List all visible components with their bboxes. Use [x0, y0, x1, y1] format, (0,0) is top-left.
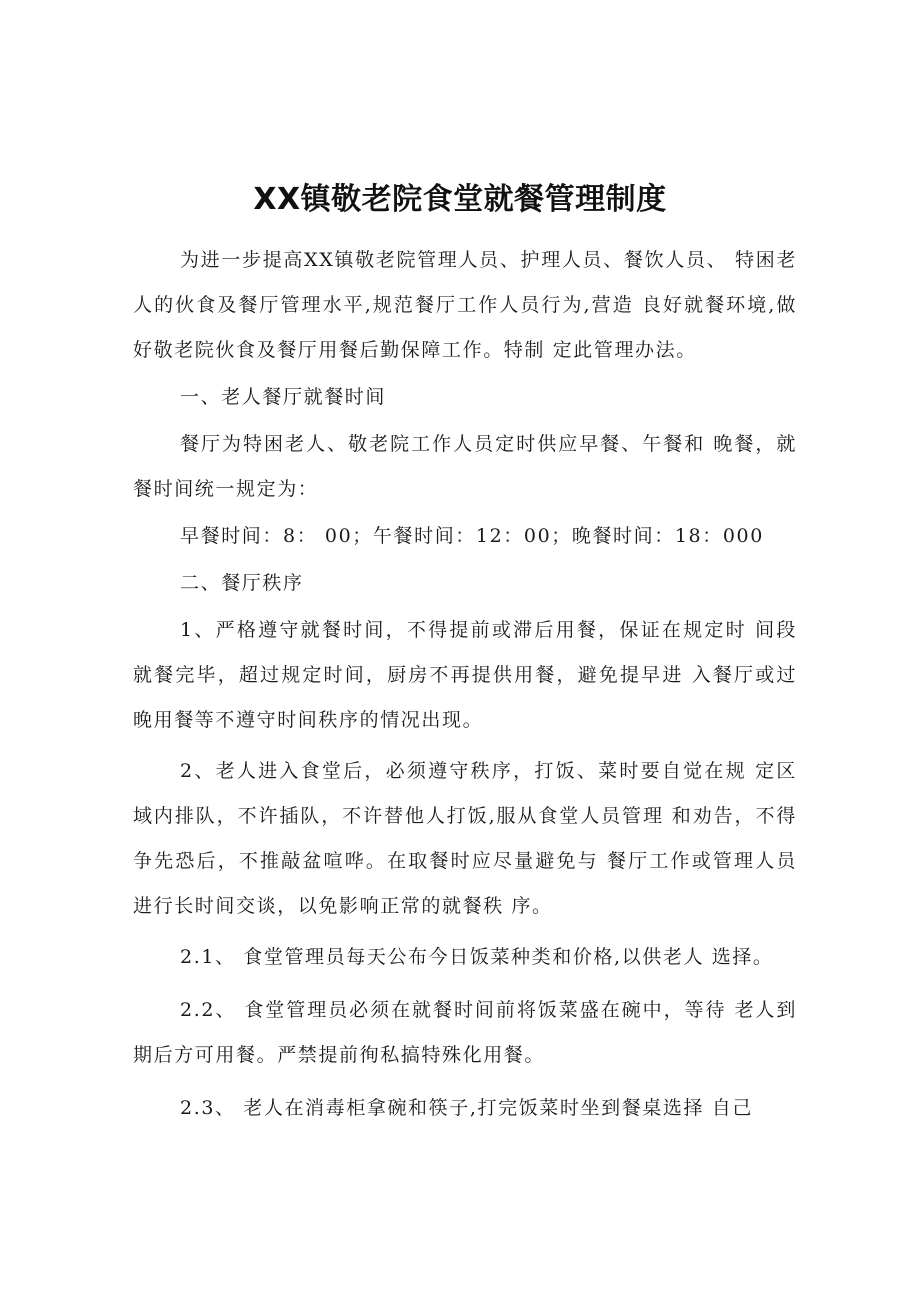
document-title: XX镇敬老院食堂就餐管理制度	[253, 182, 667, 217]
intro-paragraph: 为进一步提高XX镇敬老院管理人员、护理人员、餐饮人员、 特困老人的伙食及餐厅管理水平,规范餐厅工作人员行为,营造 良好就餐环境,做好敬老院伙食及餐厅用餐后勤保障工作。特制 定此管理办法。	[133, 249, 797, 361]
rule-2-3-paragraph: 2.3、 老人在消毒柜拿碗和筷子,打完饭菜时坐到餐桌选择 自己	[180, 1097, 753, 1119]
rule-2-2-paragraph: 2.2、 食堂管理员必须在就餐时间前将饭菜盛在碗中，等待 老人到期后方可用餐。严禁提前徇私搞特殊化用餐。	[133, 999, 797, 1066]
section-heading-dining-time: 一、老人餐厅就餐时间	[180, 386, 387, 408]
document-body	[133, 238, 797, 1131]
section-heading-order: 二、餐厅秩序	[180, 572, 304, 594]
rule-2-paragraph: 2、老人进入食堂后，必须遵守秩序，打饭、菜时要自觉在规 定区域内排队，不许插队，不许替他人打饭,服从食堂人员管理 和劝告，不得争先恐后，不推敲盆喧哗。在取餐时应尽量避免与 餐厅工作或管理人员进行长时间交谈，以免影响正常的就餐秩 序。	[133, 760, 797, 917]
rule-2-1-paragraph: 2.1、 食堂管理员每天公布今日饭菜种类和价格,以供老人 选择。	[180, 946, 774, 968]
meal-times-line: 早餐时间：8： 00；午餐时间：12：00；晚餐时间：18：000	[180, 525, 764, 547]
rule-1-paragraph: 1、严格遵守就餐时间，不得提前或滞后用餐，保证在规定时 间段就餐完毕，超过规定时间，厨房不再提供用餐，避免提早进 入餐厅或过晚用餐等不遵守时间秩序的情况出现。	[133, 619, 797, 731]
dining-time-paragraph: 餐厅为特困老人、敬老院工作人员定时供应早餐、午餐和 晚餐，就餐时间统一规定为：	[133, 433, 797, 500]
